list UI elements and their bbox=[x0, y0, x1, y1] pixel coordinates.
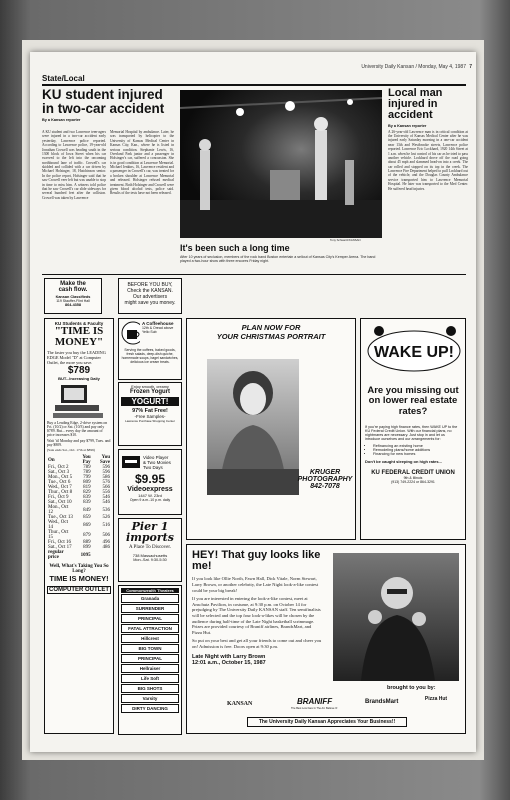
ad-classifieds-line2: cash flow. bbox=[58, 287, 88, 293]
ad-kruger-line1: PLAN NOW FOR bbox=[241, 323, 301, 332]
price-table-row-cell: 889 bbox=[83, 540, 91, 545]
price-table-row-cell: 486 bbox=[102, 545, 110, 550]
story-student-injured-col1: A KU student and two Lawrence teen-agers were injured in a two-car accident early yesterday, Lawrence police reported. According to Lawrence police, 19-year-old Jonathan Crowell was heading south in the 1300 block of Iowa Street when his car swerved to the left into the oncoming northbound lane of traffic. Crowell's car skidded and collided with a car driven by Michael Holsinger, 18, Hutchinson senior. In the police report, Holsinger said that he saw Crowell veer left but was unable to stop in time to miss him. A witness told police that he saw Crowell's car slide sideways for several hundred feet after the collision. Crowell was taken by Lawrence bbox=[42, 130, 106, 200]
ad-wakeup-cu: KU FEDERAL CREDIT UNION bbox=[371, 469, 455, 476]
sponsor-braniff-tag: The Best Low Fare In The Air. Believe It! bbox=[291, 707, 338, 710]
ad-wakeup-bullets bbox=[373, 444, 461, 456]
movie-listing bbox=[121, 624, 179, 633]
ad-lookalike bbox=[186, 544, 466, 734]
section-label: State/Local bbox=[42, 74, 466, 86]
price-table-row-cell: 506 bbox=[102, 532, 110, 538]
coach-photo-image bbox=[333, 553, 459, 681]
price-table-row-cell: 869 bbox=[83, 522, 91, 528]
movie-listing bbox=[121, 684, 179, 693]
coach-photo bbox=[333, 553, 459, 681]
wakeup-bullet: • Refinancing an existing home bbox=[373, 444, 461, 448]
ad-lookalike-brought: brought to you by: bbox=[387, 685, 436, 691]
ad-co-body: The faster you buy the LEADING EDGE Model "D" at Computer Outlet, the more you save. bbox=[47, 350, 106, 365]
movie-title: BIG SHOTS bbox=[137, 686, 163, 691]
movie-listing bbox=[121, 674, 179, 683]
movie-title: DIRTY DANCING bbox=[132, 706, 168, 711]
movie-title: FATAL ATTRACTION bbox=[128, 626, 172, 631]
ad-video-addr: 1447 W. 23rd bbox=[138, 493, 162, 498]
movie-listing bbox=[121, 654, 179, 663]
movie-title: Varsity bbox=[142, 696, 158, 701]
ad-movies-header: Commonwealth Theatres bbox=[121, 588, 179, 593]
ad-lookalike-event1: Late Night with Larry Brown bbox=[192, 653, 266, 660]
movie-title: BIG TOWN bbox=[138, 646, 162, 651]
price-table-row-cell: 829 bbox=[83, 490, 91, 495]
sponsor-brandsmart-logo: BrandsMart bbox=[365, 699, 399, 705]
ad-co-note: (Sale ends Sat., Oct. 17th at $899) bbox=[47, 448, 95, 452]
story-student-injured bbox=[42, 88, 174, 124]
movie-listing bbox=[121, 664, 179, 673]
story-local-man-headline: Local man injured in accident bbox=[388, 87, 443, 122]
price-table-row-cell: 799 bbox=[83, 475, 91, 480]
price-table-row-cell: 516 bbox=[102, 522, 110, 528]
ad-co-body2: Buy a Leading Edge, 2-drive system on Fri. (10/2) or Sat. (10/3) and pay only $789. But... every day the amount of price increases $10. bbox=[47, 421, 108, 437]
ad-before-you-buy-line4: might save you money. bbox=[124, 300, 176, 306]
price-table-regular bbox=[47, 550, 111, 560]
ad-video-line2: & Two Movies bbox=[143, 459, 171, 465]
ad-coffeehouse-name: A Coffeehouse bbox=[141, 321, 174, 326]
ad-kruger bbox=[186, 318, 356, 540]
ad-classifieds-name: Kansan Classifieds bbox=[55, 295, 91, 299]
sponsor-kansan-logo: KANSAN bbox=[227, 701, 253, 707]
ad-co-top: KU Students & Faculty bbox=[54, 321, 104, 326]
price-table-row-cell: 839 bbox=[83, 500, 91, 505]
wakeup-logo-text: WAKE UP! bbox=[374, 344, 454, 361]
price-table-row-cell: 536 bbox=[102, 507, 110, 513]
price-table-regular-cell: 1095 bbox=[80, 552, 91, 558]
ad-lookalike-p2: If you are interested in entering the look-a-like contest, meet at Anschutz Pavilion, in costume, at 9:30 p.m. on October 14 for prejudging by The University Daily KANSAN staff. Ten semifinalists will be selected and the top four look-a-likes will be chosen by the audience during half-time of the Late Night basketball scrimmage. Prizes are provided courtesy of Braniff airlines, BrandsMart, and Pizza Hut. bbox=[192, 596, 321, 635]
concert-photo-image bbox=[180, 90, 382, 238]
ad-kruger-line3: PHOTOGRAPHY bbox=[297, 476, 353, 483]
price-table-row-cell: 496 bbox=[102, 540, 110, 545]
price-table-row-cell: 556 bbox=[102, 490, 110, 495]
ad-classifieds bbox=[44, 278, 102, 314]
story-local-man-byline: By a Kansan reporter bbox=[388, 123, 427, 128]
price-table-row-cell: 839 bbox=[83, 495, 91, 500]
ad-classifieds-line1: Make the bbox=[60, 281, 86, 287]
ad-coffeehouse-lines: 12th & Oread above Yello Sub bbox=[141, 326, 174, 334]
movie-title: PRINCIPAL bbox=[138, 616, 162, 621]
ad-wakeup-cu-addr: 9th & Illinois bbox=[403, 475, 423, 480]
price-table-row-cell: 809 bbox=[83, 480, 91, 485]
price-table-row-cell: Thur., Oct 8 bbox=[48, 490, 73, 495]
price-table-row bbox=[47, 530, 111, 540]
price-table-row-cell: 859 bbox=[83, 515, 91, 520]
portrait-photo-image bbox=[207, 359, 299, 495]
movie-listing bbox=[121, 594, 179, 603]
ad-videoexpress bbox=[118, 449, 182, 515]
ad-lookalike-footer: The University Daily Kansan Appreciates Your Business!! bbox=[247, 717, 407, 727]
movie-title: Life Soft bbox=[141, 676, 159, 681]
vcr-icon bbox=[121, 452, 141, 472]
story-local-man bbox=[388, 88, 468, 250]
price-table-row-cell: Tue., Oct 6 bbox=[48, 480, 71, 485]
price-table-row-cell: 526 bbox=[102, 515, 110, 520]
price-table-row bbox=[47, 505, 111, 515]
ad-before-you-buy-line1: BEFORE YOU BUY, bbox=[127, 282, 173, 288]
story-local-man-body: A 26-year-old Lawrence man is in critical condition at the University of Kansas Medical Center after he was injured early Saturday morning in a one-car accident near 13th and Westbrooke streets, Lawrence police reported. Lawrence Eric Lockhard, 1920 14th Street at 1 a.m. when he lost control of his car as he tried to pass another vehicle. Lockhard drove off the road going about 45 mph and slammed head-on into a creek. The car rolled and stopped on its top in the creek. The Lawrence Fire Department helped to pull Lockhard out of the vehicle, and the Douglas County Ambulance service transported him to Lawrence Memorial Hospital. He later was transported to the Med Center. He suffered head injuries. bbox=[388, 129, 468, 191]
wakeup-bullet: • Financing for new homes bbox=[373, 452, 461, 456]
ad-co-tagline: BUT...Increasing Daily bbox=[58, 376, 100, 381]
price-table-header-cell: You Save bbox=[100, 455, 110, 465]
price-table-row-cell: Sat., Oct 17 bbox=[48, 545, 72, 550]
price-table-row-cell: Thur., Oct 15 bbox=[48, 530, 69, 540]
story-student-injured-headline: KU student injured in two-car accident bbox=[42, 87, 165, 116]
price-table-row-cell: Wed., Oct 14 bbox=[48, 520, 69, 530]
ad-computer-outlet bbox=[44, 318, 114, 734]
concert-photo bbox=[180, 90, 382, 238]
sponsor-braniff-logo: BRANIFF bbox=[297, 697, 333, 706]
computer-icon bbox=[47, 383, 111, 419]
ad-wakeup-phone: (913) 749-2224 or 864-3291 bbox=[391, 479, 435, 484]
ad-yogurt-line2: Frozen Yogurt bbox=[129, 389, 171, 395]
price-table-row-cell: 879 bbox=[83, 532, 91, 538]
price-table-row-cell: Mon., Oct 5 bbox=[48, 475, 73, 480]
page-number: 7 bbox=[469, 64, 472, 70]
ad-video-name: Videoexpress bbox=[127, 486, 173, 493]
ad-yogurt-addr: Lawrence Purchase Shopping Center bbox=[125, 419, 175, 423]
price-table-row-cell: Fri., Oct 16 bbox=[48, 540, 72, 545]
concert-photo-credit: Tony Schwartz/KANSAN bbox=[330, 238, 361, 242]
coffee-cup-icon bbox=[121, 321, 140, 345]
ad-pier1-tag: A Place To Discover. bbox=[128, 545, 172, 550]
price-table-row-cell: 789 bbox=[83, 465, 91, 470]
price-table-row-cell: 596 bbox=[102, 470, 110, 475]
ad-pier1-brand: Pier 1 imports bbox=[126, 520, 174, 544]
ad-co-store: COMPUTER OUTLET bbox=[49, 587, 109, 593]
price-table-row-cell: Fri., Oct 9 bbox=[48, 495, 69, 500]
concert-photo-headline: It's been such a long time bbox=[180, 243, 290, 253]
movie-listing bbox=[121, 604, 179, 613]
wakeup-bullet: • Remodeling plans/home additions bbox=[373, 448, 461, 452]
movie-listing bbox=[121, 644, 179, 653]
story-student-injured-col2: Memorial Hospital by ambulance. Later, he was transported by helicopter to the University of Kansas Medical Center in Kansas City, Kan., where he is listed in serious condition. Stephanie Lewis, 16, Overland Park junior and a passenger in Holsinger's car, suffered a concussion. She is in good condition at Lawrence Memorial. Michael Jenkins, 16, Lawrence resident and a passenger in Crowell's car, was treated for a broken shoulder at Lawrence Memorial and released. Holsinger refused medical treatment. Both Holsinger and Crowell were given blood alcohol tests, police said. Results of the tests have not been released. bbox=[110, 130, 174, 196]
concert-photo-caption: After 10 years of seclusion, members of the rock band Boston entertain a sellout of Kansas City's Kemper Arena. The band played a two-hour show with three encores Friday night. bbox=[180, 255, 376, 263]
sponsor-pizza-hut-logo: Pizza Hut bbox=[424, 696, 448, 702]
movie-listing bbox=[121, 614, 179, 623]
price-table-row-cell: Sat., Oct 3 bbox=[48, 470, 70, 475]
ad-co-closing2: TIME IS MONEY! bbox=[49, 574, 109, 583]
ad-kruger-line2: YOUR CHRISTMAS PORTRAIT bbox=[216, 332, 326, 341]
ad-wakeup-body: If you're paying high finance rates, then WAKE UP to the KU Federal Credit Union. With our financial plans, no nightmares are necessary. Just stop in and let us introduce ourselves and our arrangements for: bbox=[365, 424, 458, 441]
price-table-row-cell: 596 bbox=[102, 465, 110, 470]
ad-yogurt-pct: 97% Fat Free! bbox=[132, 408, 168, 414]
price-table-header-cell: On bbox=[48, 457, 55, 463]
price-table-row-cell: 789 bbox=[83, 470, 91, 475]
movie-title: Granada bbox=[140, 596, 160, 601]
movie-listing bbox=[121, 634, 179, 643]
ad-video-line3: Two Days bbox=[143, 464, 163, 470]
ad-video-line1: Video Player bbox=[143, 454, 169, 460]
ad-lookalike-p1: If you look like Ollie North, Fawn Hall, Dick Vitale, Norm Stewart, Larry Brown, or another celebrity, the Late Night look-a-like contest could be your big break! bbox=[192, 576, 319, 593]
ad-co-headline: "TIME IS MONEY" bbox=[54, 325, 104, 348]
price-table-row-cell: Wed., Oct 7 bbox=[48, 485, 72, 490]
ad-before-you-buy bbox=[118, 278, 182, 314]
ad-yogurt-free: -Free Samples- bbox=[134, 414, 166, 419]
price-table-row-cell: Sat., Oct 10 bbox=[48, 500, 72, 505]
ad-pier1-hours: Mon.-Sat. 9:30-5:30 bbox=[133, 558, 167, 562]
ad-kruger-text bbox=[297, 469, 353, 490]
movie-listing bbox=[121, 704, 179, 713]
movie-listing bbox=[121, 694, 179, 703]
ad-kruger-name: KRUGER bbox=[309, 469, 341, 476]
ad-coffeehouse bbox=[118, 318, 182, 380]
ad-pier1-addr: 738 Massachusetts bbox=[132, 553, 168, 558]
movie-title: PRINCIPAL bbox=[138, 656, 162, 661]
ad-movie-listings bbox=[118, 585, 182, 735]
running-header bbox=[42, 64, 472, 74]
ad-yogurt-line1: Enjoy smooth, creamy bbox=[131, 385, 169, 389]
price-table-row-cell: 849 bbox=[83, 507, 91, 513]
wakeup-logo bbox=[365, 323, 463, 373]
price-table-body bbox=[47, 455, 111, 560]
movie-list bbox=[121, 594, 179, 713]
ad-pier1 bbox=[118, 518, 182, 582]
running-header-text: University Daily Kansan / Monday, May 4, 1987 bbox=[361, 64, 466, 70]
price-table-row-cell: 546 bbox=[102, 500, 110, 505]
ad-before-you-buy-line3: Our advertisers bbox=[132, 294, 168, 300]
ad-co-body3: Wait 'til Monday and pay $799, Tues. and pay $809. bbox=[47, 439, 111, 447]
ad-kruger-phone: 842-7078 bbox=[310, 483, 340, 490]
price-table-regular-cell: regular price bbox=[48, 550, 64, 560]
ad-yogurt bbox=[118, 382, 182, 446]
story-student-injured-byline: By a Kansan reporter bbox=[42, 117, 81, 122]
ad-lookalike-event2: 12:01 a.m., October 15, 1987 bbox=[192, 659, 266, 666]
price-table-row-cell: Tue., Oct 13 bbox=[48, 515, 73, 520]
portrait-photo bbox=[207, 359, 299, 495]
rule bbox=[42, 274, 466, 275]
ad-yogurt-brand: YOGURT! bbox=[121, 397, 179, 406]
movie-title: SURRENDER bbox=[135, 606, 165, 611]
ad-classifieds-phone: 864-4358 bbox=[64, 303, 82, 307]
ad-co-price: $789 bbox=[67, 365, 91, 376]
ad-video-hours: Open 9 a.m.-10 p.m. daily bbox=[129, 498, 171, 502]
ad-wakeup-headline: Are you missing out on lower real estate rates? bbox=[367, 385, 459, 417]
ad-coffeehouse-hours: Serving the coffees, baked goods, fresh salads, deep-dish quiche, homemade soups, bagel sandwiches, delicious ice cream treats. bbox=[121, 348, 179, 364]
ad-video-price: $9.95 bbox=[134, 472, 166, 486]
price-table-row-cell: 899 bbox=[83, 545, 91, 550]
ad-before-you-buy-line2: Check the KANSAN. bbox=[127, 288, 173, 294]
price-table-row-cell: 546 bbox=[102, 495, 110, 500]
ad-lookalike-p3: So put on your best and get all your friends to come out and cheer you on! Admission is free. Doors open at 9:30 p.m. bbox=[192, 638, 322, 649]
price-table-row-cell: 576 bbox=[102, 480, 110, 485]
movie-title: Hellraiser bbox=[139, 666, 161, 671]
price-table-header bbox=[47, 455, 111, 465]
price-table-row-cell: 586 bbox=[102, 475, 110, 480]
price-table-row-cell: Fri., Oct 2 bbox=[48, 465, 69, 470]
ad-wakeup-closer: Don't be caught sleeping on high rates... bbox=[365, 458, 442, 464]
ad-co-closing: Well, What's Taking You So Long? bbox=[49, 564, 109, 574]
ad-lookalike-headline: HEY! That guy looks like me! bbox=[192, 549, 321, 573]
price-table-row-cell: 566 bbox=[102, 485, 110, 490]
newspaper-page bbox=[30, 52, 476, 752]
price-table bbox=[47, 455, 111, 560]
ad-wakeup bbox=[360, 318, 466, 540]
price-table-row-cell: Mon., Oct 12 bbox=[48, 505, 69, 515]
movie-title: Hillcrest bbox=[141, 636, 159, 641]
ad-classifieds-addr: 119 Stauffer-Flint Hall bbox=[56, 299, 90, 303]
price-table-row-cell: 819 bbox=[83, 485, 91, 490]
price-table-row bbox=[47, 520, 111, 530]
price-table-header-cell: You Pay bbox=[82, 455, 91, 465]
